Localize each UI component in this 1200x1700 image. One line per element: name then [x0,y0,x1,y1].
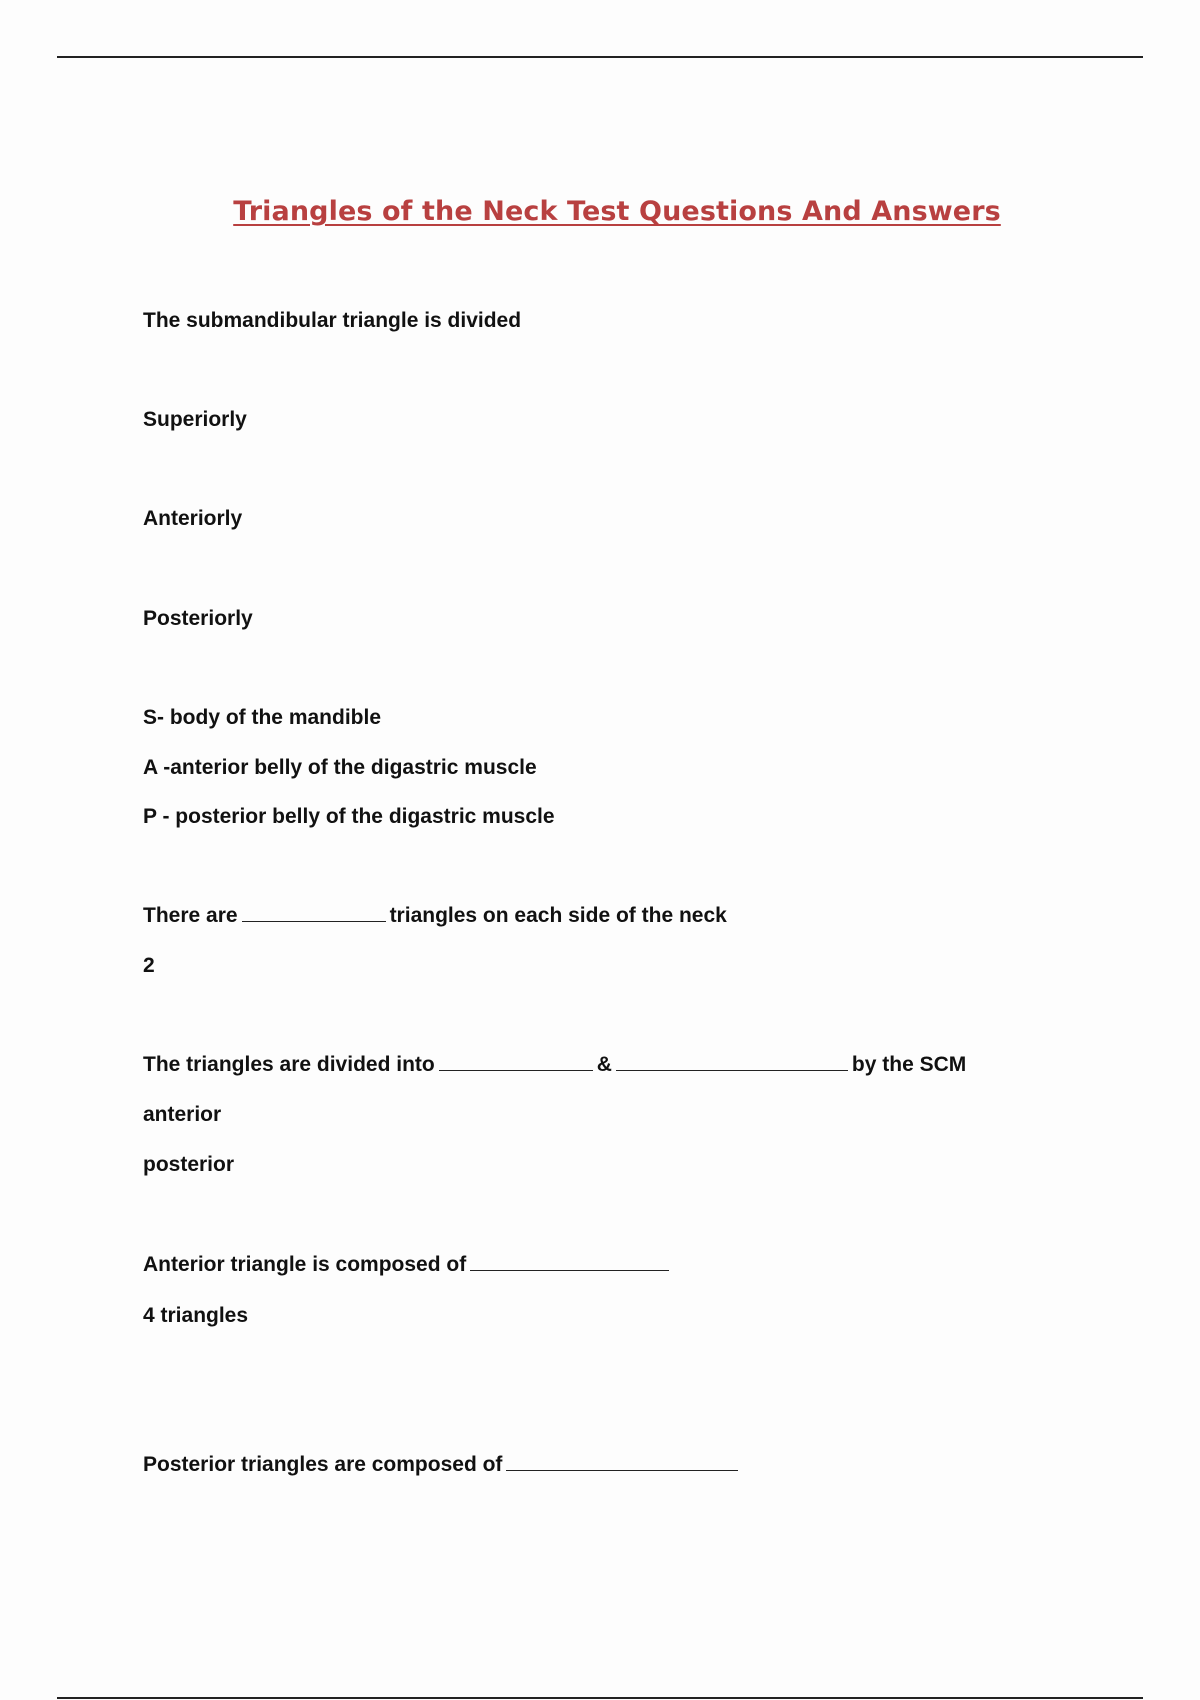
prompt-anteriorly: Anteriorly [143,507,243,530]
footer-rule [57,1697,1143,1699]
question-3-middle: & [596,1053,612,1076]
question-3-text [143,1053,966,1077]
fill-in-blank [470,1269,669,1271]
answer-3-anterior: anterior [143,1103,222,1126]
answer-1-anterior: A -anterior belly of the digastric muscle [143,756,537,779]
question-4-text [143,1253,673,1277]
document-title: Triangles of the Neck Test Questions And Answers [233,196,1001,227]
answer-1-posterior: P - posterior belly of the digastric muscle [143,805,555,828]
fill-in-blank [439,1069,593,1071]
fill-in-blank [242,920,386,922]
header-rule [57,56,1143,58]
question-2-before: There are [143,904,238,927]
question-4-label: Anterior triangle is composed of [143,1253,467,1276]
question-3-before: The triangles are divided into [143,1053,435,1076]
answer-4: 4 triangles [143,1304,249,1327]
question-3-after: by the SCM [851,1053,967,1076]
question-2-after: triangles on each side of the neck [389,904,727,927]
fill-in-blank [616,1069,848,1071]
question-5-label: Posterior triangles are composed of [143,1453,503,1476]
answer-1-superior: S- body of the mandible [143,706,382,729]
question-5-text [143,1453,742,1477]
prompt-superiorly: Superiorly [143,408,247,431]
question-2-text [143,904,727,928]
prompt-posteriorly: Posteriorly [143,607,253,630]
fill-in-blank [506,1469,738,1471]
answer-3-posterior: posterior [143,1153,235,1176]
answer-2: 2 [143,954,155,977]
question-1-text: The submandibular triangle is divided [143,309,522,332]
